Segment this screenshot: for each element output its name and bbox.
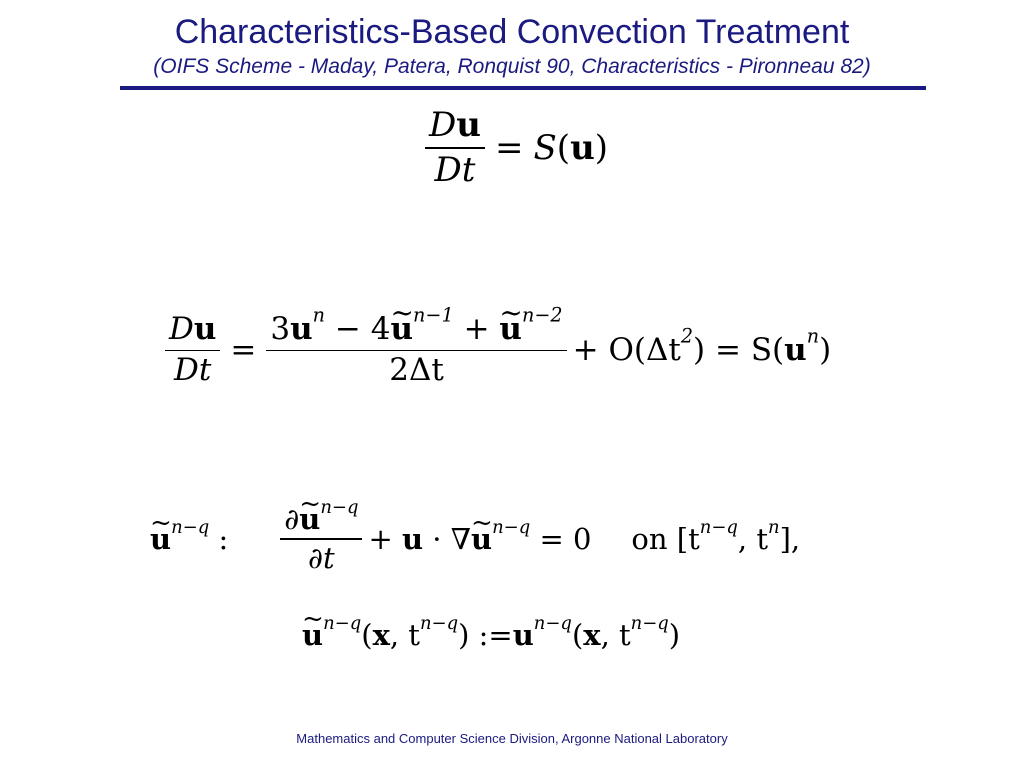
slide-title: Characteristics-Based Convection Treatment: [174, 13, 850, 51]
equation-advection-subproblem: [150, 496, 801, 575]
eq2-lhs-fraction: [165, 312, 220, 389]
eq3-lhs-label: ~ $u^{n-q}$ :: [150, 522, 228, 556]
eq3-denominator: ∂t: [308, 540, 335, 575]
eq2-equals: =: [230, 332, 257, 369]
eq2-lhs-denominator: Dt: [174, 352, 212, 389]
eq2-remainder: + $O(\Delta t^2) = S(u^n)$: [572, 325, 832, 369]
eq3-partial-fraction: [280, 496, 362, 575]
eq1-fraction-bar: [425, 147, 485, 149]
eq2-bdf-denominator: 2Δt: [389, 352, 444, 389]
eq3-convection-term: + u · ∇~ $u^{n-q} = 0$: [362, 522, 591, 556]
eq1-denominator: Dt: [434, 149, 476, 190]
eq4-lhs: ~ $u^{n-q}(x$, $t^{n-q}$: [302, 618, 458, 652]
eq3-interval: on [$t^{n-q}$, $t^n$],: [631, 516, 801, 557]
eq4-rhs: $u^{n-q}(x$, $t^{n-q}$): [512, 612, 681, 652]
eq1-rhs: S(u): [533, 127, 609, 168]
eq2-lhs-numerator: Du: [169, 311, 217, 347]
slide-subtitle: (OIFS Scheme - Maday, Patera, Ronquist 90, Characteristics - Pironneau 82): [153, 55, 871, 78]
eq2-lhs-bar: [165, 350, 220, 352]
equation-material-derivative: [425, 106, 608, 190]
eq1-numerator: Du: [429, 105, 481, 145]
eq1-fraction: [425, 106, 485, 190]
eq2-bdf-fraction: [266, 303, 566, 389]
equation-initial-condition: [302, 612, 681, 652]
eq3-fraction-bar: [280, 538, 362, 540]
eq4-assign: ) :=: [458, 618, 513, 652]
title-divider: [120, 86, 926, 90]
eq3-numerator: ∂~ $u^{n-q}$: [280, 503, 362, 536]
eq2-bdf-numerator: $3u^n$ − 4~ $u^{n-1}$ + ~ $u^{n-2}$: [266, 312, 566, 348]
slide-footer: Mathematics and Computer Science Division, Argonne National Laboratory: [296, 731, 728, 746]
eq1-equals: =: [495, 127, 524, 168]
equation-bdf2-discretization: [165, 303, 832, 389]
eq2-bdf-bar: [266, 350, 566, 352]
